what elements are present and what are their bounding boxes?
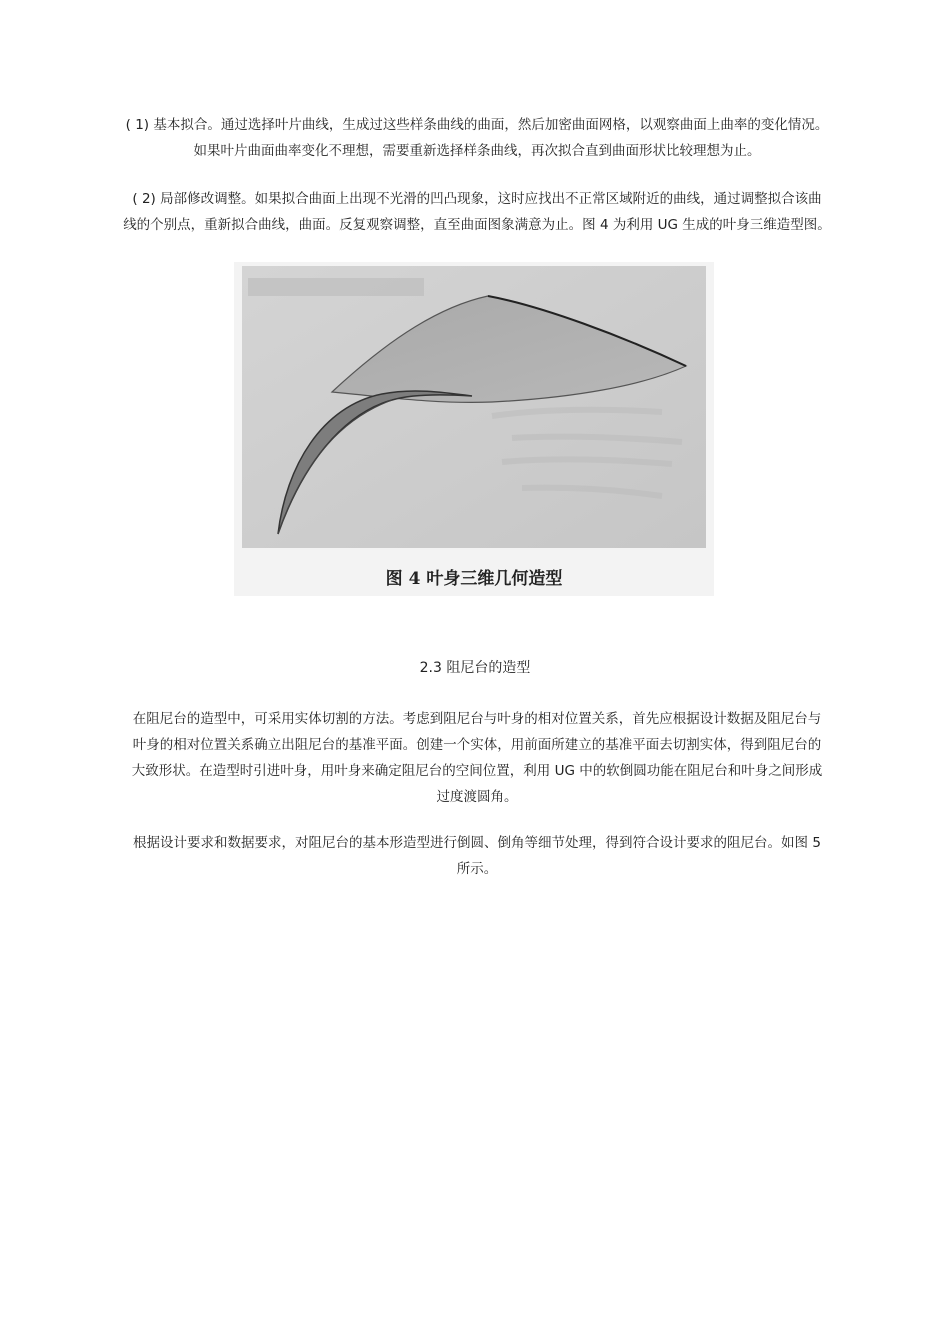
paragraph-line: 所示。 — [456, 861, 498, 877]
paragraph-line: 如果叶片曲面曲率变化不理想，需要重新选择样条曲线，再次拟合直到曲面形状比较理想为止。 — [193, 143, 761, 159]
figure-caption: 图 4 叶身三维几何造型 — [385, 569, 563, 589]
paragraph-line: 在阻尼台的造型中，可采用实体切割的方法。考虑到阻尼台与叶身的相对位置关系，首先应根据设计数据及阻尼台与 — [132, 711, 822, 727]
paragraph-line: ( 1) 基本拟合。通过选择叶片曲线，生成过这些样条曲线的曲面，然后加密曲面网格，以观察曲面上曲率的变化情况。 — [125, 117, 829, 133]
paragraph-detail-processing — [62, 830, 892, 882]
figure-image-frame — [242, 266, 706, 548]
paragraph-line: 叶身的相对位置关系确立出阻尼台的基准平面。创建一个实体，用前面所建立的基准平面去切割实体，得到阻尼台的 — [132, 737, 822, 753]
blade-illustration — [242, 266, 706, 548]
paragraph-line: 线的个别点，重新拟合曲线，曲面。反复观察调整，直至曲面图象满意为止。图 4 为利用 UG 生成的叶身三维造型图。 — [123, 217, 831, 233]
paragraph-line: 过度渡圆角。 — [436, 789, 518, 805]
section-heading: 2.3 阻尼台的造型 — [419, 660, 531, 676]
paragraph-line: ( 2) 局部修改调整。如果拟合曲面上出现不光滑的凹凸现象，这时应找出不正常区域附近的曲线，通过调整拟合该曲 — [132, 191, 822, 207]
blurred-label-bar — [248, 278, 424, 296]
paragraph-damper-modeling — [62, 706, 892, 810]
paragraph-basic-fitting — [62, 112, 892, 164]
paragraph-line: 根据设计要求和数据要求，对阻尼台的基本形造型进行倒圆、倒角等细节处理，得到符合设计要求的阻尼台。如图 5 — [133, 835, 821, 851]
figure-blade-3d-model — [234, 262, 714, 596]
paragraph-line: 大致形状。在造型时引进叶身，用叶身来确定阻尼台的空间位置，利用 UG 中的软倒圆功能在阻尼台和叶身之间形成 — [131, 763, 823, 779]
paragraph-local-adjustment — [62, 186, 892, 238]
